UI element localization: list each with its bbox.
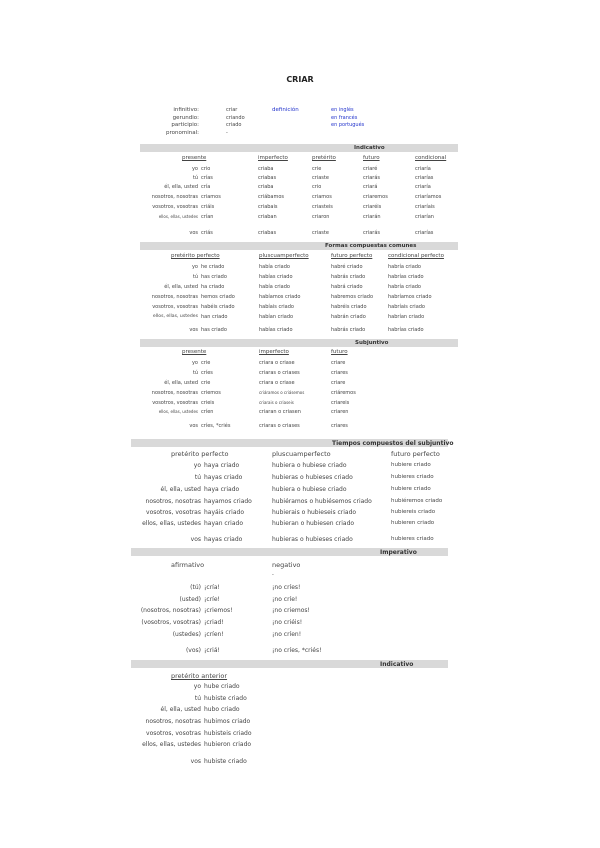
conjugation-cell: hayas criado (204, 474, 243, 481)
person-label: (ustedes) (172, 631, 201, 638)
section-band-label: Imperativo (380, 548, 417, 556)
conjugation-cell: criarás (363, 175, 380, 181)
person-label: ellos, ellas, ustedes (158, 409, 198, 414)
conjugation-cell: criaban (258, 214, 277, 220)
conjugation-cell: criáremos (331, 390, 356, 396)
conjugation-cell: han criado (201, 314, 228, 320)
tense-header[interactable]: futuro perfecto (331, 253, 373, 259)
person-label: nosotros, nosotras (151, 194, 198, 200)
conjugation-cell: crías (201, 175, 213, 181)
person-label: tú (194, 695, 201, 702)
person-label: nosotros, nosotras (145, 718, 201, 725)
conjugation-cell: hayáis criado (204, 509, 244, 516)
conjugation-cell: habremos criado (331, 294, 374, 300)
conjugation-cell: habrías criado (388, 274, 424, 280)
conjugation-cell: había criado (259, 284, 290, 290)
conjugation-cell: habríamos criado (388, 294, 432, 300)
conjugation-cell: hubieren criado (391, 520, 435, 526)
conjugation-cell: criares (331, 423, 348, 429)
person-label: tú (192, 274, 198, 280)
conjugation-cell: criáis (201, 204, 215, 210)
conjugation-cell: críes (201, 370, 213, 376)
infinitive-label: participio: (171, 122, 199, 128)
conjugation-cell: criaste (312, 175, 329, 181)
conjugation-cell: criaremos (363, 194, 388, 200)
person-label: él, ella, usted (164, 380, 198, 386)
person-label: vos (189, 327, 198, 333)
conjugation-cell: criaré (363, 166, 378, 172)
conjugation-cell: criaréis (363, 204, 382, 210)
conjugation-cell: hubiéremos criado (391, 498, 443, 504)
conjugation-cell: criemos (201, 390, 221, 396)
conjugation-cell: criarían (415, 214, 434, 220)
imperative-negative: ¡no criéis! (272, 619, 303, 626)
conjugation-cell: criaríamos (415, 194, 442, 200)
tense-header[interactable]: presente (182, 349, 207, 355)
infinitive-label: infinitivo: (173, 107, 199, 113)
person-label: vosotros, vosotras (152, 400, 198, 406)
page-title: CRIAR (286, 75, 314, 84)
conjugation-cell: criareis (331, 400, 350, 406)
conjugation-cell: criaríais (415, 204, 435, 210)
person-label: tú (192, 370, 198, 376)
tense-header[interactable]: condicional (415, 155, 447, 161)
conjugation-cell: había criado (259, 264, 290, 270)
section-band (140, 144, 458, 152)
infinitive-label: pronominal: (166, 130, 199, 136)
person-label: él, ella, usted (160, 706, 201, 713)
conjugation-cell: habréis criado (331, 304, 367, 310)
person-label: ellos, ellas, ustedes (142, 520, 201, 527)
conjugation-cell: hubiste criado (204, 695, 247, 702)
conjugation-cell: hubieres criado (391, 474, 434, 480)
tense-header: pretérito perfecto (171, 450, 229, 458)
conjugation-cell: habías criado (259, 274, 293, 280)
conjugation-cell: has criado (201, 274, 227, 280)
conjugation-cell: criare (331, 380, 346, 386)
person-label: (vosotros, vosotras) (141, 619, 201, 626)
conjugation-cell: hubiereis criado (391, 509, 436, 515)
person-label: vosotros, vosotras (152, 304, 198, 310)
conjugation-cell: habrían criado (388, 314, 425, 320)
conjugation-cell: hubieras o hubieses criado (272, 536, 353, 543)
tense-header[interactable]: pluscuamperfecto (259, 253, 309, 259)
person-label: tú (192, 175, 198, 181)
conjugation-cell: cría (201, 184, 211, 190)
person-label: vosotros, vosotras (152, 204, 198, 210)
conjugation-cell: hayamos criado (204, 498, 252, 505)
conjugation-cell: hubiere criado (391, 462, 431, 468)
conjugation-cell: crie (201, 380, 211, 386)
conjugation-cell: criaras o criases (259, 370, 300, 376)
conjugation-cell: criabas (258, 230, 277, 236)
person-label: (nosotros, nosotras) (140, 607, 201, 614)
conjugation-cell: criaba (258, 184, 274, 190)
conjugation-cell: habéis criado (201, 304, 235, 310)
definition-link[interactable]: definición (272, 107, 299, 113)
conjugation-cell: criabas (258, 175, 277, 181)
mood-header: negativo (272, 561, 301, 569)
tense-header[interactable]: condicional perfecto (388, 253, 444, 259)
conjugation-cell: hubo criado (204, 706, 240, 713)
conjugation-cell: criaba (258, 166, 274, 172)
imperative-negative: ¡no críes, *criés! (272, 647, 322, 654)
person-label: él, ella, usted (164, 184, 198, 190)
conjugation-cell: hubiere criado (391, 486, 431, 492)
tense-header[interactable]: futuro (363, 155, 380, 161)
person-label: vos (190, 536, 201, 543)
conjugation-cell: hubieras o hubieses criado (272, 474, 353, 481)
tense-header[interactable]: pretérito anterior (171, 672, 228, 680)
conjugation-cell: crio (312, 184, 322, 190)
conjugation-cell: criaras o criases (259, 423, 300, 429)
conjugation-cell: hubieran o hubiesen criado (272, 520, 355, 527)
conjugation-cell: criarías (415, 230, 434, 236)
conjugation-cell: crie (201, 360, 211, 366)
conjugation-cell: hubieron criado (204, 741, 252, 748)
conjugation-cell: he criado (201, 264, 225, 270)
conjugation-cell: criáramos o criásemos (259, 390, 305, 395)
conjugation-cell: habría criado (388, 264, 421, 270)
infinitive-value: criado (226, 122, 242, 128)
conjugation-cell: habían criado (259, 314, 294, 320)
imperative-negative: ¡no criemos! (272, 607, 310, 614)
person-label: yo (191, 264, 198, 270)
person-label: vos (189, 423, 198, 429)
person-label: vos (190, 758, 201, 765)
conjugation-cell: crían (201, 214, 214, 220)
conjugation-cell: criare (331, 360, 346, 366)
conjugation-cell: hubierais o hubieseis criado (272, 509, 357, 516)
conjugation-cell: criares (331, 370, 348, 376)
empty-dash: - (272, 572, 274, 578)
translation-link[interactable]: en francés (331, 115, 358, 121)
person-label: vosotros, vosotras (146, 730, 201, 737)
conjugation-cell: habrás criado (331, 327, 366, 333)
conjugation-cell: hube criado (204, 683, 240, 690)
mood-header: afirmativo (171, 561, 205, 569)
imperative-affirmative: ¡criemos! (204, 607, 233, 614)
conjugation-cell: hubiste criado (204, 758, 247, 765)
infinitive-label: gerundio: (172, 115, 199, 121)
person-label: él, ella, usted (164, 284, 198, 290)
conjugation-cell: ha criado (201, 284, 225, 290)
conjugation-cell: habrán criado (331, 314, 366, 320)
conjugation-cell: criara o criase (259, 360, 295, 366)
conjugation-cell: críes, *criés (201, 423, 231, 429)
conjugation-cell: habría criado (388, 284, 421, 290)
imperative-negative: ¡no críes! (272, 584, 301, 591)
imperative-affirmative: ¡criad! (204, 619, 224, 626)
person-label: nosotros, nosotras (151, 294, 198, 300)
person-label: él, ella, usted (160, 486, 201, 493)
imperative-affirmative: ¡críen! (204, 631, 224, 638)
conjugation-cell: criaran o criasen (259, 409, 301, 415)
conjugation-cell: habíais criado (259, 304, 294, 310)
conjugation-cell: críen (201, 409, 214, 415)
conjugation-cell: hayas criado (204, 536, 243, 543)
conjugation-cell: criaría (415, 166, 431, 172)
imperative-affirmative: ¡criá! (204, 647, 220, 654)
person-label: vos (189, 230, 198, 236)
conjugation-cell: hubiéramos o hubiésemos criado (272, 498, 372, 505)
section-band (140, 339, 458, 347)
conjugation-cell: hubiera o hubiese criado (272, 486, 347, 493)
tense-header[interactable]: pretérito perfecto (171, 253, 220, 259)
infinitive-value: criar (226, 107, 238, 113)
person-label: yo (191, 360, 198, 366)
infinitive-value: - (226, 130, 228, 136)
conjugation-cell: habrá criado (331, 284, 363, 290)
conjugation-cell: crio (201, 166, 211, 172)
imperative-negative: ¡no críe! (272, 596, 298, 603)
person-label: nosotros, nosotras (145, 498, 201, 505)
section-band-label: Tiempos compuestos del subjuntivo (332, 439, 454, 447)
infinitive-value: criando (226, 115, 245, 121)
conjugation-cell: hubiera o hubiese criado (272, 462, 347, 469)
conjugation-cell: habríais criado (388, 304, 425, 310)
person-label: tú (194, 474, 201, 481)
imperative-affirmative: ¡cría! (204, 584, 220, 591)
conjugation-cell: criará (363, 184, 378, 190)
conjugation-cell: criarás (363, 230, 380, 236)
conjugation-cell: criaron (312, 214, 330, 220)
conjugation-cell: criarías (415, 175, 434, 181)
person-label: (usted) (179, 596, 201, 603)
person-label: ellos, ellas, ustedes (158, 214, 198, 219)
conjugation-cell: criás (201, 230, 213, 236)
conjugation-cell: criamos (201, 194, 221, 200)
person-label: vosotros, vosotras (146, 509, 201, 516)
person-label: ellos, ellas, ustedes (142, 741, 201, 748)
person-label: nosotros, nosotras (151, 390, 198, 396)
tense-header[interactable]: imperfecto (258, 155, 288, 161)
section-band-label: Subjuntivo (355, 339, 389, 346)
section-band-label: Indicativo (380, 660, 414, 668)
conjugation-cell: criamos (312, 194, 332, 200)
conjugation-cell: habrás criado (331, 274, 366, 280)
imperative-affirmative: ¡críe! (204, 596, 220, 603)
conjugation-cell: criabais (258, 204, 278, 210)
conjugation-cell: habré criado (331, 264, 363, 270)
conjugation-cell: crieis (201, 400, 215, 406)
conjugation-cell: criarán (363, 214, 381, 220)
conjugation-cell: has criado (201, 327, 227, 333)
conjugation-cell: criasteis (312, 204, 333, 210)
conjugation-cell: hubimos criado (204, 718, 251, 725)
tense-header: pluscuamperfecto (272, 450, 331, 458)
conjugation-cell: habrías criado (388, 327, 424, 333)
conjugation-cell: haya criado (204, 462, 240, 469)
conjugation-cell: hubieres criado (391, 536, 434, 542)
tense-header[interactable]: presente (182, 155, 207, 161)
conjugation-cell: crie (312, 166, 322, 172)
person-label: yo (191, 166, 198, 172)
conjugation-cell: habíamos criado (259, 294, 301, 300)
section-band-label: Indicativo (354, 144, 385, 151)
translation-link[interactable]: en portugués (331, 122, 365, 128)
conjugation-cell: criarais o criaseis (259, 400, 294, 405)
person-label: yo (193, 462, 201, 469)
person-label: (tú) (190, 584, 201, 591)
translation-link[interactable]: en inglés (331, 107, 354, 113)
person-label: (vos) (185, 647, 201, 654)
tense-header[interactable]: imperfecto (259, 349, 289, 355)
conjugation-cell: criara o criase (259, 380, 295, 386)
tense-header[interactable]: pretérito (312, 155, 336, 161)
person-label: ellos, ellas, ustedes (152, 314, 198, 319)
conjugation-cell: hayan criado (204, 520, 244, 527)
tense-header: futuro perfecto (391, 450, 440, 458)
section-band-label: Formas compuestas comunes (325, 242, 417, 249)
tense-header[interactable]: futuro (331, 349, 348, 355)
imperative-negative: ¡no críen! (272, 631, 302, 638)
conjugation-cell: criaren (331, 409, 349, 415)
conjugation-cell: hemos criado (201, 294, 235, 300)
conjugation-cell: criaría (415, 184, 431, 190)
conjugation-cell: criábamos (258, 194, 285, 200)
conjugation-cell: hubisteis criado (204, 730, 252, 737)
conjugation-cell: criaste (312, 230, 329, 236)
conjugation-cell: habías criado (259, 327, 293, 333)
person-label: yo (193, 683, 201, 690)
conjugation-cell: haya criado (204, 486, 240, 493)
